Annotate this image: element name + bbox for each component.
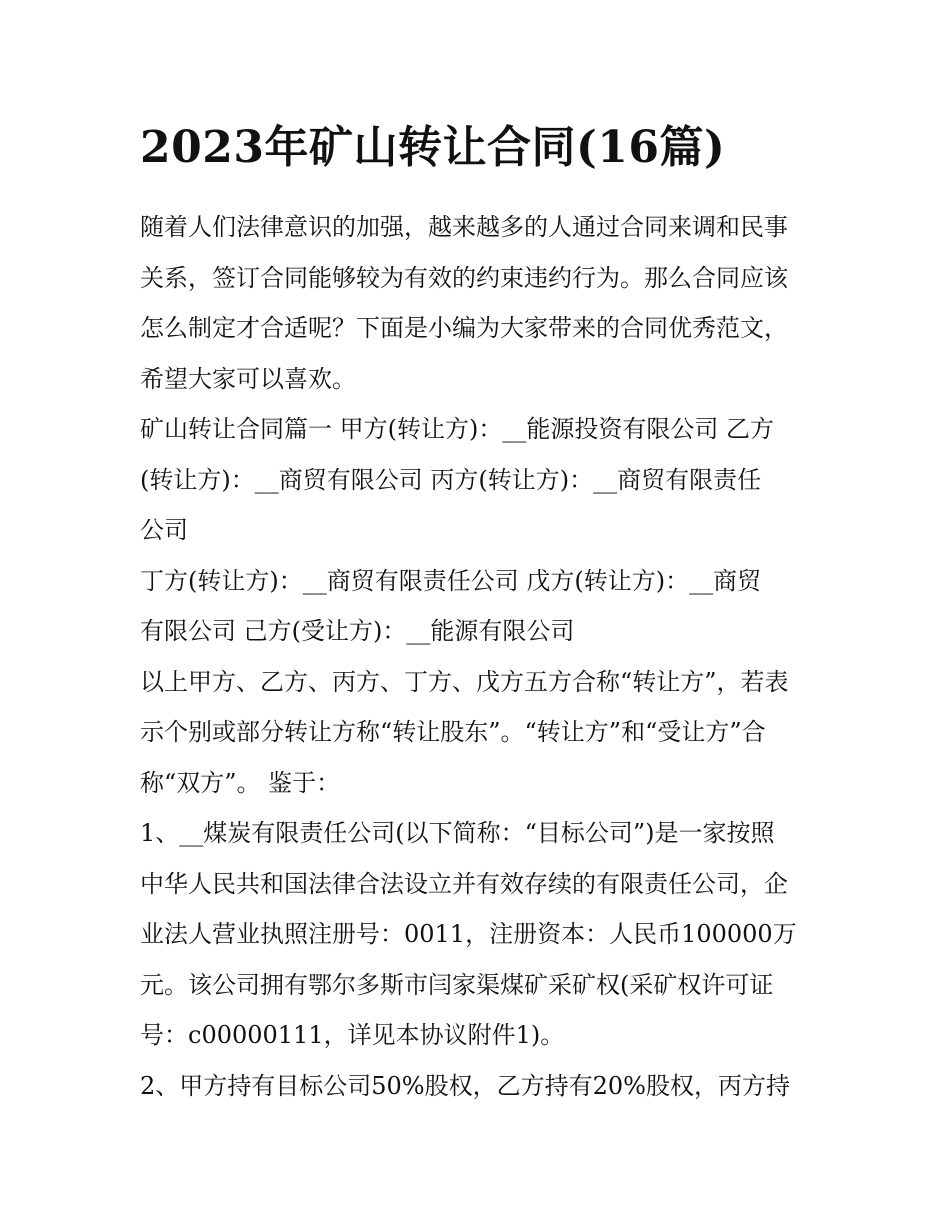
definition-line-1: 以上甲方、乙方、丙方、丁方、戊方五方合称“转让方”，若表: [140, 667, 789, 696]
parties-line-3: 公司: [140, 516, 188, 544]
definition-line-2: 示个别或部分转让方称“转让股东”。“转让方”和“受让方”合: [140, 718, 766, 746]
document-title: 2023年矿山转让合同(16篇): [140, 122, 726, 173]
intro-line-2: 关系，签订合同能够较为有效的约束违约行为。那么合同应该: [140, 263, 788, 292]
clause-1-line-5: 号：c00000111，详见本协议附件1)。: [140, 1021, 565, 1049]
intro-line-3: 怎么制定才合适呢？下面是小编为大家带来的合同优秀范文，: [140, 314, 788, 342]
definition-line-3: 称“双方”。 鉴于：: [140, 768, 341, 797]
intro-line-1: 随着人们法律意识的加强，越来越多的人通过合同来调和民事: [140, 213, 788, 241]
parties-line-4: 丁方(转让方)：__商贸有限责任公司 戊方(转让方)：__商贸: [140, 566, 762, 595]
clause-1-line-4: 元。该公司拥有鄂尔多斯市闫家渠煤矿采矿权(采矿权许可证: [140, 970, 774, 999]
parties-line-1: 矿山转让合同篇一 甲方(转让方)：__能源投资有限公司 乙方: [140, 415, 774, 443]
clause-1-line-1: 1、__煤炭有限责任公司(以下简称：“目标公司”)是一家按照: [140, 819, 775, 847]
clause-1-line-2: 中华人民共和国法律合法设立并有效存续的有限责任公司，企: [140, 869, 788, 898]
parties-line-5: 有限公司 己方(受让方)：__能源有限公司: [140, 617, 575, 645]
document-page: [140, 118, 820, 1111]
parties-line-2: (转让方)：__商贸有限公司 丙方(转让方)：__商贸有限责任: [140, 465, 762, 494]
clause-1-line-3: 业法人营业执照注册号：0011，注册资本：人民币100000万: [140, 920, 797, 948]
document-body: [140, 202, 820, 1111]
intro-line-4: 希望大家可以喜欢。: [140, 364, 356, 393]
clause-2-line-1: 2、甲方持有目标公司50%股权，乙方持有20%股权，丙方持: [140, 1071, 790, 1100]
